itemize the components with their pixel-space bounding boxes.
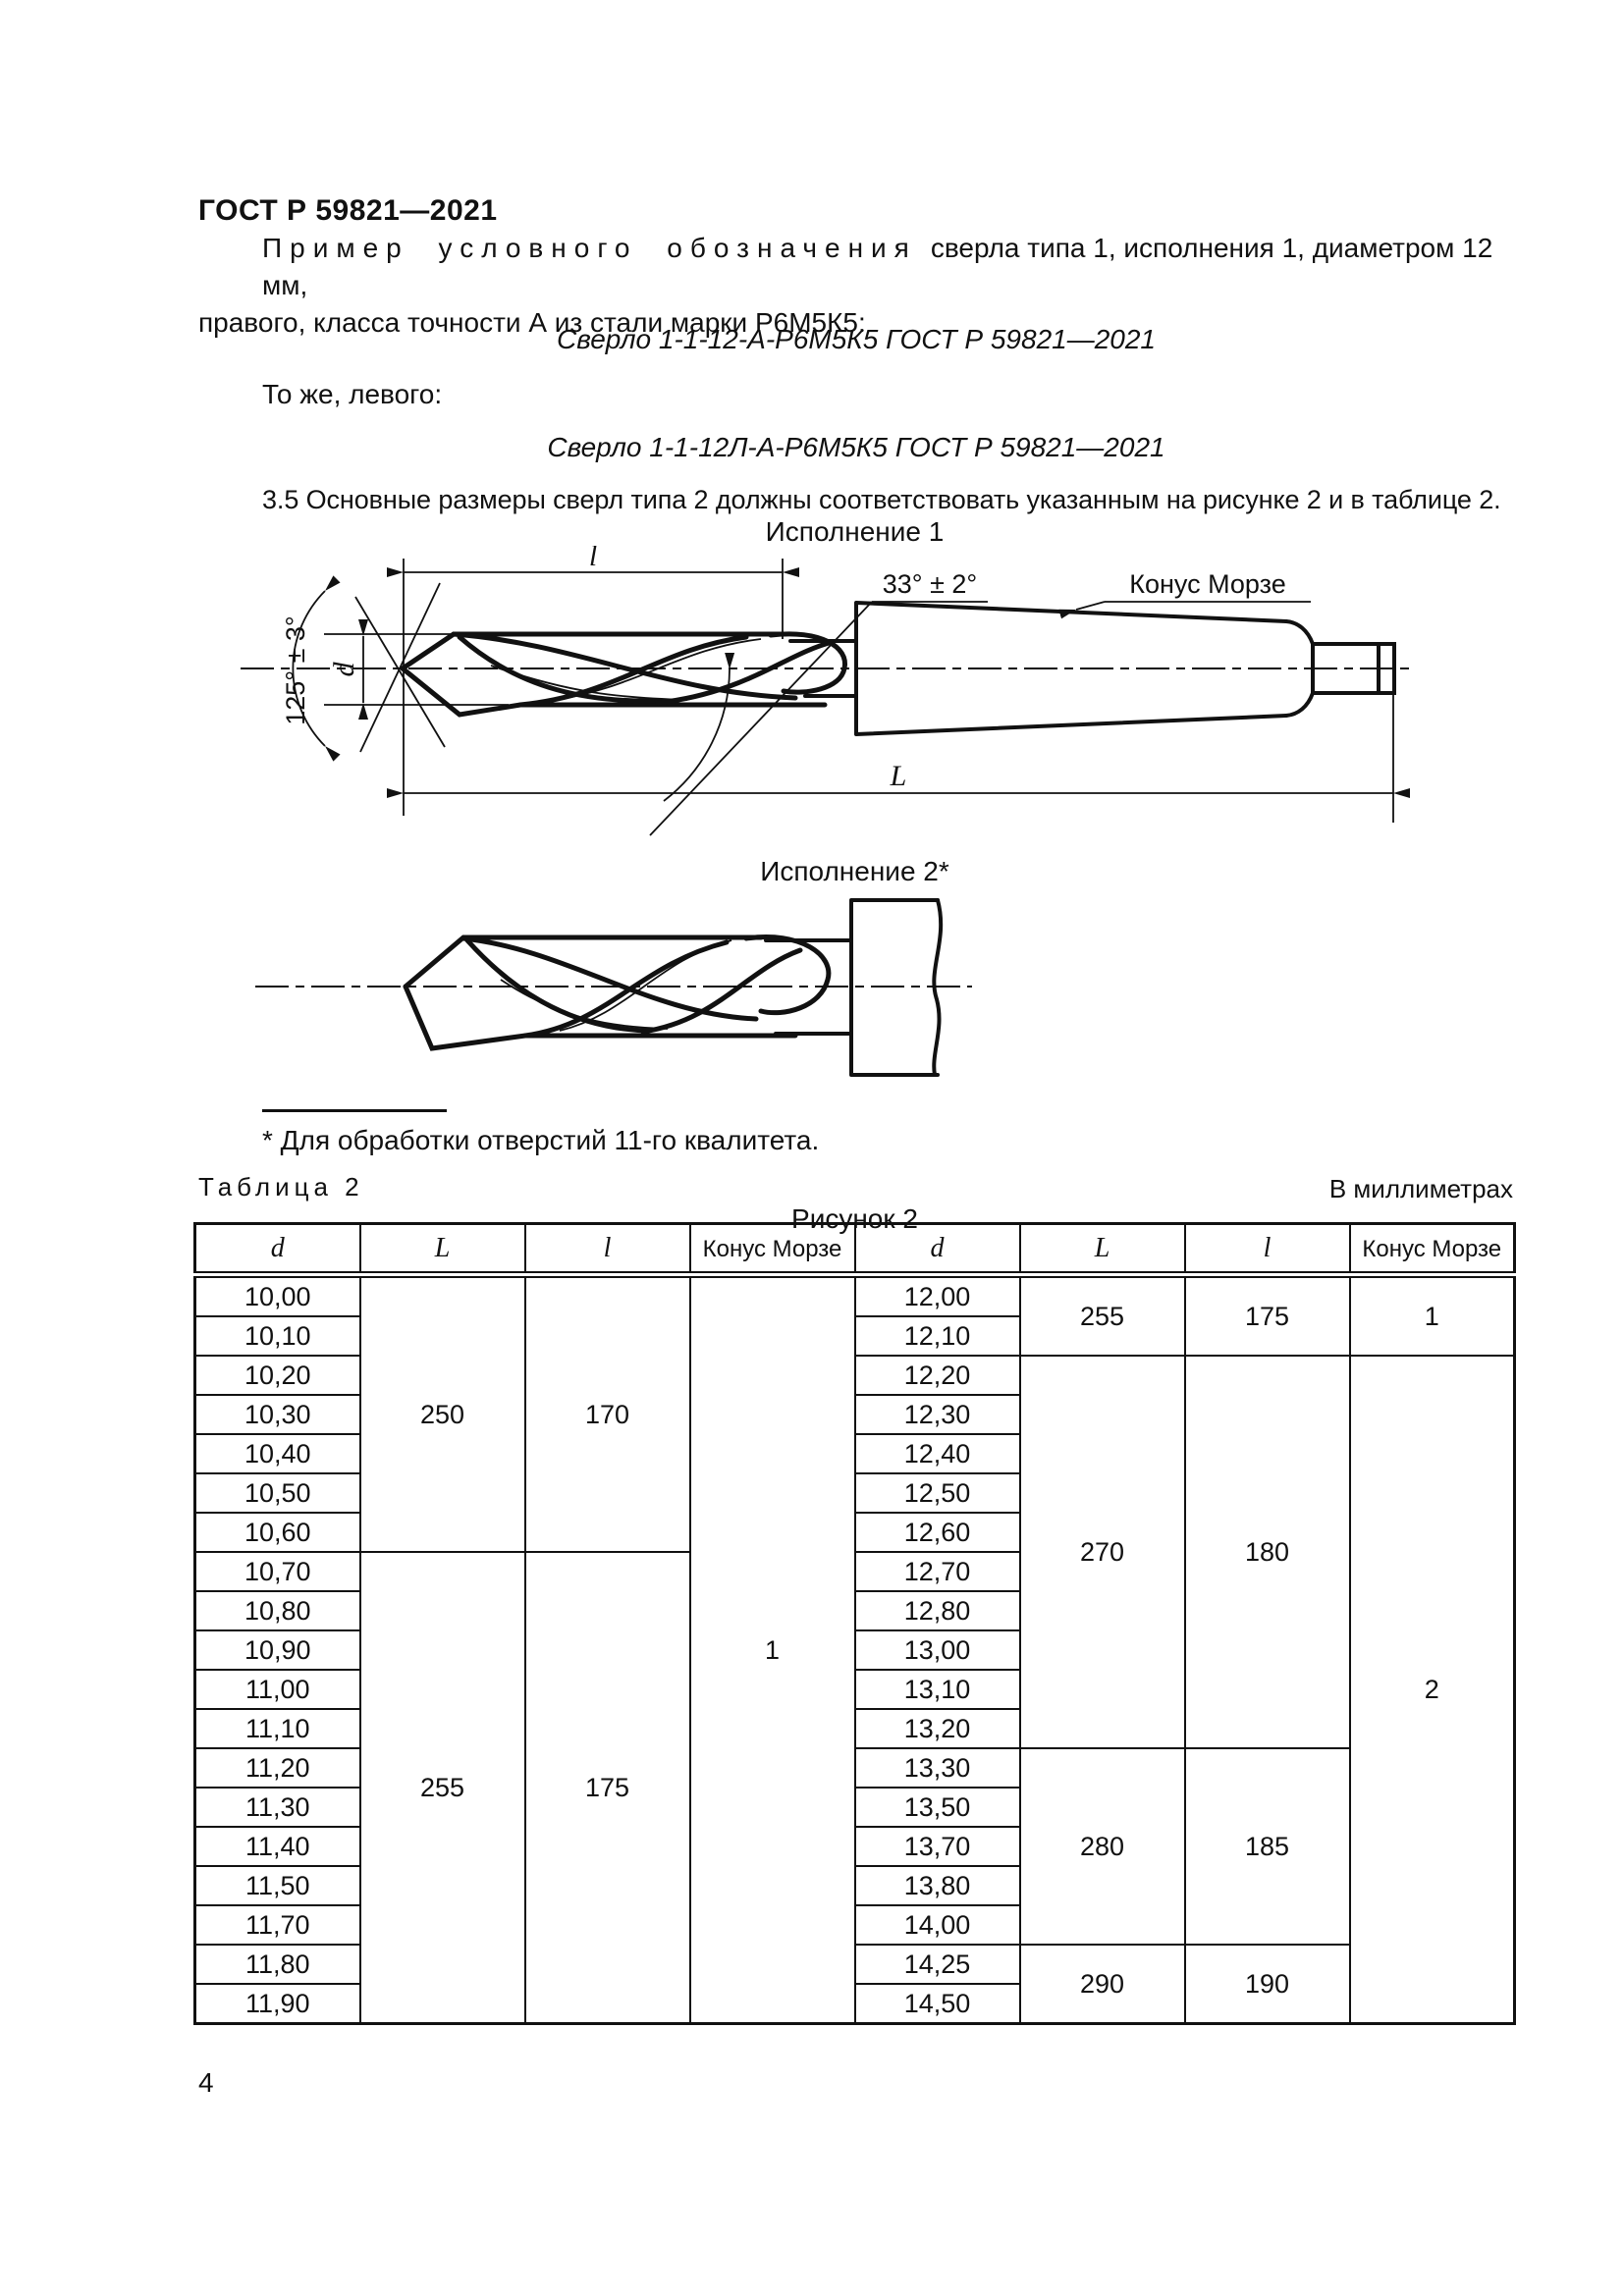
diameter-label: d: [328, 662, 360, 677]
drill-top-outline: [406, 937, 761, 987]
designation-right-hand: Сверло 1-1-12-А-Р6М5К5 ГОСТ Р 59821—2021: [556, 324, 1156, 354]
col-header-L: L: [1020, 1224, 1185, 1275]
d-cell: 10,50: [195, 1473, 360, 1513]
table-header-row: [195, 1224, 1515, 1275]
d-cell: 14,50: [855, 1984, 1020, 2024]
d-cell: 13,50: [855, 1788, 1020, 1827]
d-cell: 10,90: [195, 1630, 360, 1670]
dimensions-table: [193, 1222, 1516, 2025]
table-label: Таблица 2: [198, 1172, 364, 1201]
example-rest-text: сверла типа 1, исполнения 1, диаметром 12 мм,: [262, 233, 1493, 300]
d-cell: 11,20: [195, 1748, 360, 1788]
d-cell: 10,70: [195, 1552, 360, 1591]
d-cell: 10,10: [195, 1316, 360, 1356]
standard-number-header: ГОСТ Р 59821—2021: [198, 194, 498, 227]
example-spaced-text: Пример условного обозначения: [262, 233, 917, 263]
morse-taper-leader: [1076, 602, 1105, 610]
d-cell: 10,40: [195, 1434, 360, 1473]
example-paragraph-line1: [198, 230, 1514, 304]
d-cell: 10,30: [195, 1395, 360, 1434]
page-number: 4: [198, 2067, 214, 2098]
col-header-d: d: [855, 1224, 1020, 1275]
d-cell: 12,00: [855, 1275, 1020, 1317]
l-label: l: [588, 546, 598, 572]
col-header-d: d: [195, 1224, 360, 1275]
d-cell: 13,80: [855, 1866, 1020, 1905]
d-cell: 12,80: [855, 1591, 1020, 1630]
helix-angle-label: 33° ± 2°: [882, 569, 978, 599]
l-cell: 175: [525, 1552, 690, 2024]
d-cell: 12,70: [855, 1552, 1020, 1591]
execution1-title: Исполнение 1: [765, 516, 945, 547]
l-cell: 185: [1185, 1748, 1350, 1945]
d-cell: 13,20: [855, 1709, 1020, 1748]
d-cell: 13,70: [855, 1827, 1020, 1866]
d-cell: 13,30: [855, 1748, 1020, 1788]
col-header-L: L: [360, 1224, 525, 1275]
d-cell: 10,60: [195, 1513, 360, 1552]
morse-cell: 2: [1350, 1356, 1515, 2024]
same-left-label: То же, левого:: [262, 379, 443, 409]
l-cell: 180: [1185, 1356, 1350, 1748]
drill-execution2-drawing: [196, 881, 1513, 1093]
d-cell: 12,20: [855, 1356, 1020, 1395]
flute-curve-3: [520, 637, 746, 705]
d-cell: 12,50: [855, 1473, 1020, 1513]
designation-left-hand: Сверло 1-1-12Л-А-Р6М5К5 ГОСТ Р 59821—2021: [547, 432, 1165, 462]
d-cell: 11,80: [195, 1945, 360, 1984]
d-cell: 11,70: [195, 1905, 360, 1945]
execution2-title: Исполнение 2*: [760, 856, 949, 886]
flute-curve-4: [643, 950, 800, 1032]
d-cell: 12,30: [855, 1395, 1020, 1434]
d-cell: 14,25: [855, 1945, 1020, 1984]
point-angle-label: 125° ± 3°: [281, 615, 310, 725]
L-cell: 255: [1020, 1275, 1185, 1357]
d-cell: 14,00: [855, 1905, 1020, 1945]
d-cell: 11,30: [195, 1788, 360, 1827]
L-label: L: [890, 760, 907, 792]
L-cell: 255: [360, 1552, 525, 2024]
helix-angle-leader: [650, 602, 872, 835]
L-cell: 250: [360, 1275, 525, 1553]
L-cell: 270: [1020, 1356, 1185, 1748]
clause-3-5: 3.5 Основные размеры сверл типа 2 должны соответствовать указанным на рисунке 2 и в таблице 2.: [262, 485, 1501, 514]
d-cell: 11,50: [195, 1866, 360, 1905]
morse-taper-label: Конус Морзе: [1129, 569, 1286, 599]
l-cell: 190: [1185, 1945, 1350, 2024]
d-cell: 13,10: [855, 1670, 1020, 1709]
col-header-morse: Конус Морзе: [1350, 1224, 1515, 1275]
d-cell: 11,40: [195, 1827, 360, 1866]
d-cell: 11,00: [195, 1670, 360, 1709]
morse-cell: 1: [690, 1275, 855, 2024]
example-paragraph-line2: правого, класса точности А из стали марки Р6М5К5:: [198, 307, 866, 338]
point-angle-line-b: [355, 597, 445, 747]
d-cell: 11,10: [195, 1709, 360, 1748]
L-cell: 290: [1020, 1945, 1185, 2024]
d-cell: 10,20: [195, 1356, 360, 1395]
table-row: [195, 1275, 1515, 1317]
table-units-note: В миллиметрах: [1328, 1174, 1513, 1203]
d-cell: 11,90: [195, 1984, 360, 2024]
col-header-l: l: [1185, 1224, 1350, 1275]
d-cell: 10,00: [195, 1275, 360, 1317]
l-cell: 170: [525, 1275, 690, 1553]
d-cell: 10,80: [195, 1591, 360, 1630]
d-cell: 12,10: [855, 1316, 1020, 1356]
figure-caption: Рисунок 2: [791, 1203, 918, 1234]
d-cell: 13,00: [855, 1630, 1020, 1670]
d-cell: 12,60: [855, 1513, 1020, 1552]
drill-execution1-drawing: [196, 546, 1513, 840]
d-cell: 12,40: [855, 1434, 1020, 1473]
flute-curve-3: [525, 942, 727, 1036]
morse-cell: 1: [1350, 1275, 1515, 1357]
l-cell: 175: [1185, 1275, 1350, 1357]
col-header-morse: Конус Морзе: [690, 1224, 855, 1275]
footnote-rule: [262, 1109, 447, 1112]
col-header-l: l: [525, 1224, 690, 1275]
L-cell: 280: [1020, 1748, 1185, 1945]
footnote-text: * Для обработки отверстий 11-го квалитета.: [262, 1125, 820, 1155]
